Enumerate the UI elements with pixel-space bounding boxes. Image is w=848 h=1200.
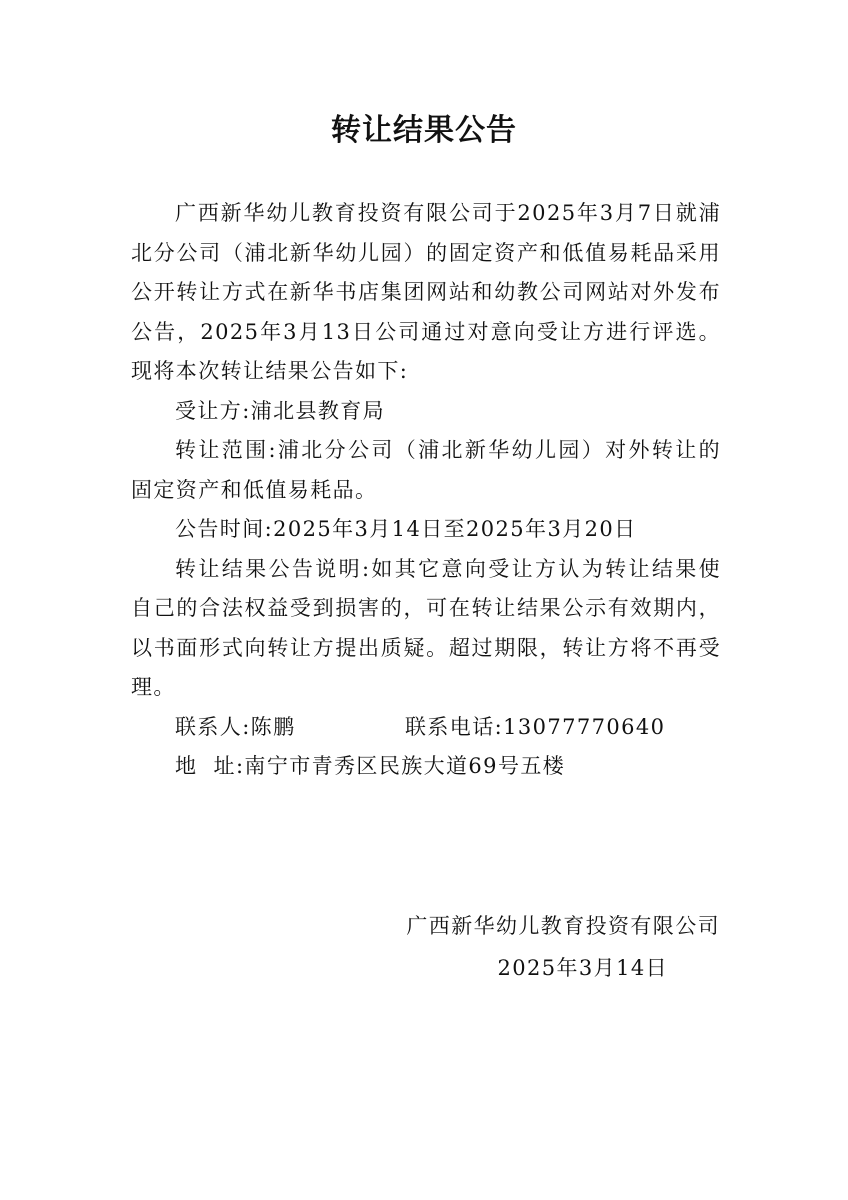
contact-row <box>131 708 721 748</box>
scope-paragraph: 转让范围:浦北分公司（浦北新华幼儿园）对外转让的固定资产和低值易耗品。 <box>131 438 721 502</box>
document-title: 转让结果公告 <box>331 113 517 148</box>
contact-phone: 联系电话:13077770640 <box>405 714 666 739</box>
signature-org: 广西新华幼儿教育投资有限公司 <box>406 914 720 938</box>
transferee-paragraph: 受让方:浦北县教育局 <box>175 398 386 423</box>
intro-paragraph: 广西新华幼儿教育投资有限公司于2025年3月7日就浦北分公司（浦北新华幼儿园）的固定资产和低值易耗品采用公开转让方式在新华书店集团网站和幼教公司网站对外发布公告，2025年3月13日公司通过对意向受让方进行评选。现将本次转让结果公告如下: <box>131 201 721 383</box>
address-line: 地 址:南宁市青秀区民族大道69号五楼 <box>175 754 566 778</box>
contact-person: 联系人:陈鹏 <box>175 714 296 739</box>
signature-date: 2025年3月14日 <box>497 956 668 980</box>
document-body <box>131 194 721 787</box>
note-paragraph: 转让结果公告说明:如其它意向受让方认为转让结果使自己的合法权益受到损害的，可在转让结果公示有效期内，以书面形式向转让方提出质疑。超过期限，转让方将不再受理。 <box>131 556 721 699</box>
period-paragraph: 公告时间:2025年3月14日至2025年3月20日 <box>175 517 637 541</box>
signature-block <box>406 905 720 989</box>
